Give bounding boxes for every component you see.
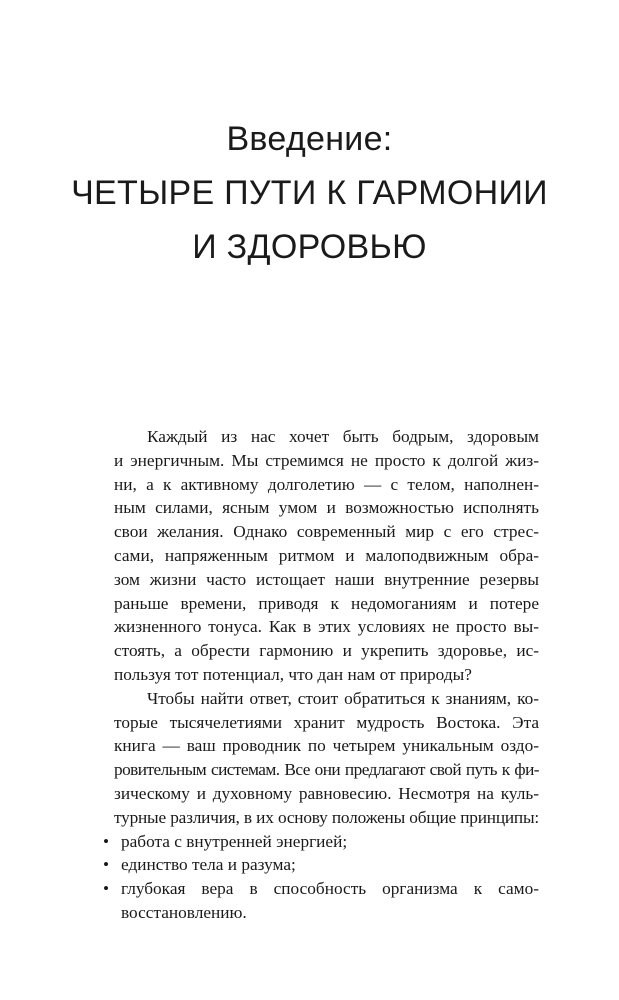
- principles-list: [81, 830, 539, 925]
- text-line: ным силами, ясным умом и возможностью исполнять: [114, 498, 539, 518]
- list-item-text: глубокая вера в способность организма к само-: [121, 879, 539, 899]
- list-item: [81, 877, 539, 925]
- text-line: свои желания. Однако современный мир с его стрес-: [114, 522, 539, 542]
- text-line: стоять, а обрести гармонию и укрепить здоровье, ис-: [114, 641, 539, 661]
- text-line: и энергичным. Мы стремимся не просто к долгой жиз-: [114, 450, 539, 470]
- text-line: ровительным системам. Все они предлагают свой путь к фи-: [114, 760, 539, 780]
- body-text: [81, 425, 539, 925]
- text-line: турные различия, в их основу положены общие принципы:: [114, 807, 539, 827]
- chapter-title-line-2: ЧЕТЫРЕ ПУТИ К ГАРМОНИИ: [71, 174, 548, 212]
- list-item-text: единство тела и разума;: [121, 855, 296, 875]
- text-line: пользуя тот потенциал, что дан нам от природы?: [114, 664, 472, 684]
- text-line: ни, а к активному долголетию — с телом, наполнен-: [114, 474, 539, 494]
- text-line: Каждый из нас хочет быть бодрым, здоровым: [147, 427, 539, 446]
- chapter-title: [0, 112, 619, 274]
- list-item-text: восстановлению.: [121, 902, 247, 922]
- text-line: Чтобы найти ответ, стоит обратиться к знаниям, ко-: [147, 688, 539, 708]
- text-line: жизненного тонуса. Как в этих условиях не просто вы-: [114, 617, 539, 637]
- paragraph-1: [81, 425, 539, 687]
- paragraph-2: [81, 687, 539, 830]
- text-line: зическому и духовному равновесию. Несмотря на куль-: [114, 783, 539, 803]
- text-line: раньше времени, приводя к недомоганиям и потере: [114, 593, 539, 613]
- text-line: торые тысячелетиями хранит мудрость Востока. Эта: [114, 712, 539, 732]
- text-line: сами, напряженным ритмом и малоподвижным обра-: [114, 545, 539, 565]
- chapter-title-line-3: И ЗДОРОВЬЮ: [192, 228, 427, 266]
- chapter-title-line-1: Введение:: [226, 120, 393, 158]
- text-line: книга — ваш проводник по четырем уникальным оздо-: [114, 736, 539, 756]
- list-item: [81, 853, 539, 877]
- text-line: зом жизни часто истощает наши внутренние резервы: [114, 569, 539, 589]
- bullet-icon: •: [103, 879, 110, 899]
- bullet-icon: •: [103, 855, 110, 875]
- list-item-text: работа с внутренней энергией;: [121, 831, 348, 851]
- bullet-icon: •: [103, 831, 110, 851]
- list-item: [81, 830, 539, 854]
